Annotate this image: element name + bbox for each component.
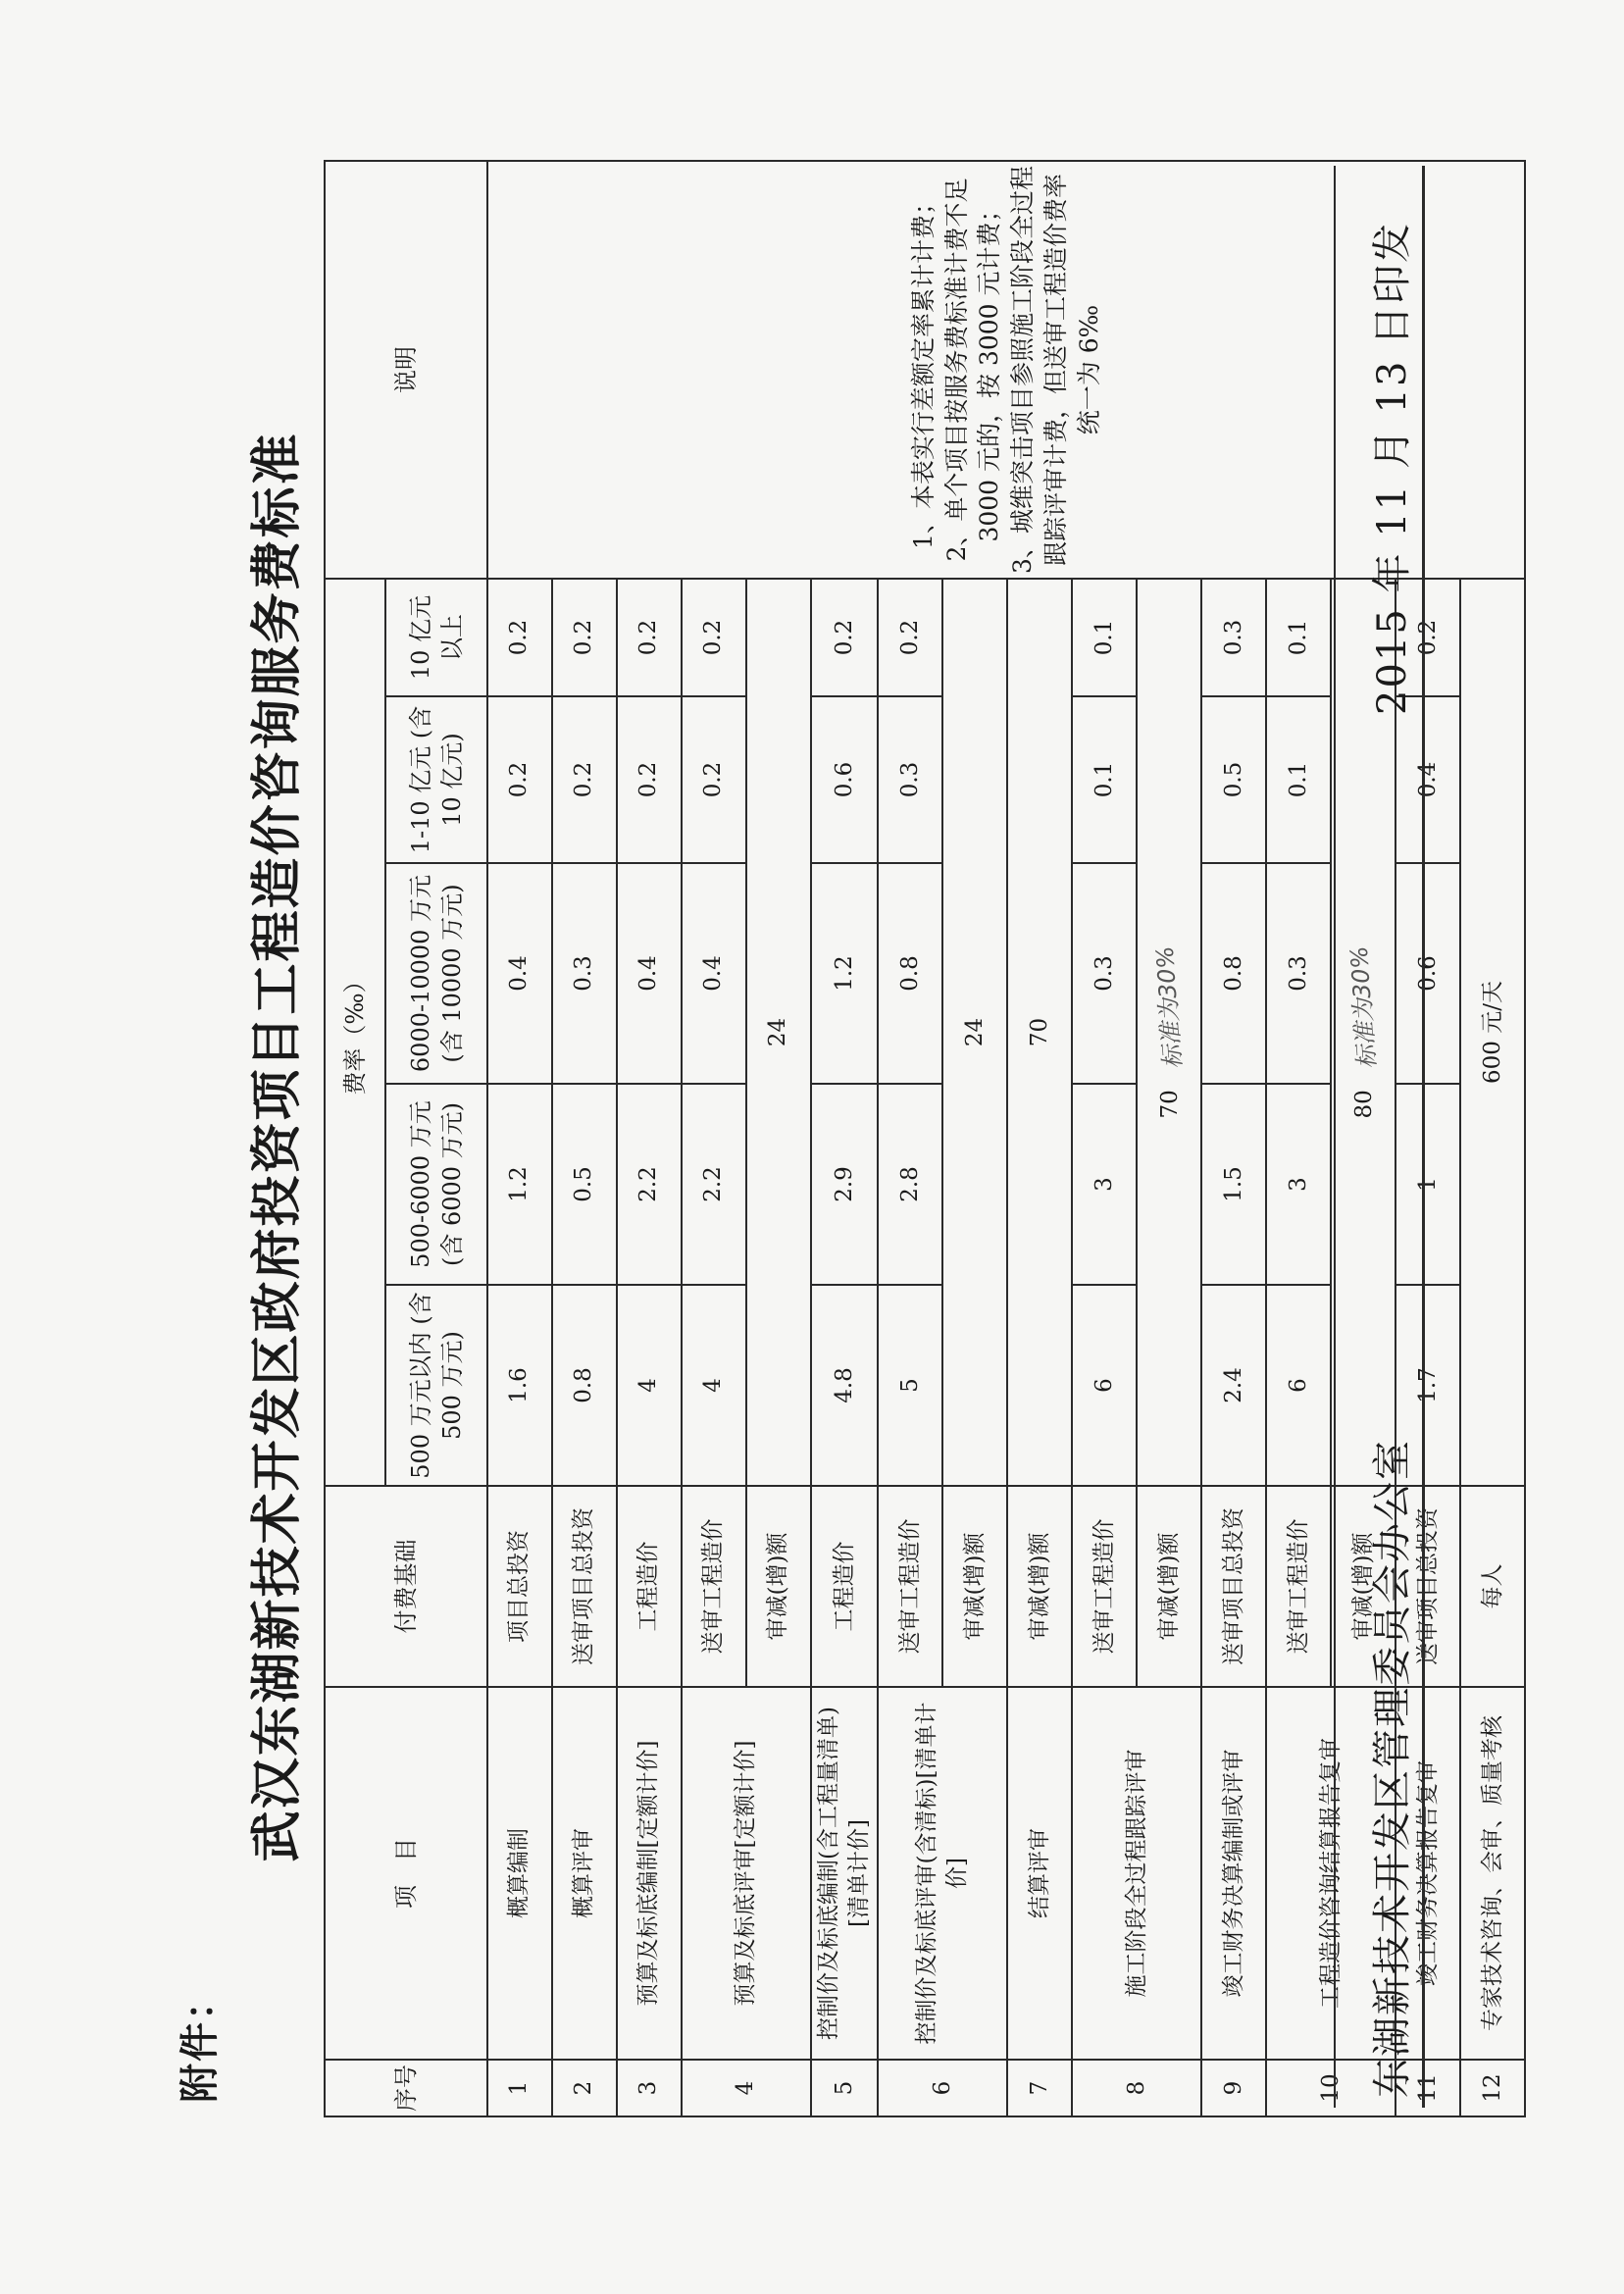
rate-cell: 4 xyxy=(617,1285,682,1486)
rate-cell: 0.3 xyxy=(878,696,942,863)
handwritten-annotation: 标准为30% xyxy=(1150,944,1187,1070)
rate-cell: 3 xyxy=(1072,1084,1137,1285)
rate-cell: 0.8 xyxy=(552,1285,617,1486)
rate-cell: 2.2 xyxy=(682,1084,746,1285)
row-basis: 审减(增)额 xyxy=(1137,1486,1201,1687)
rate-cell: 0.2 xyxy=(682,579,746,696)
row-basis: 送审工程造价 xyxy=(878,1486,942,1687)
footer-issue-date: 2015 年 11 月 13 日印发 xyxy=(1370,221,1415,715)
rate-cell: 0.2 xyxy=(878,579,942,696)
row-basis: 送审工程造价 xyxy=(1266,1486,1331,1687)
footer-bottom-rule xyxy=(1422,166,1425,2108)
note-item: 1、本表实行差额定率累计计费； xyxy=(908,190,938,549)
rate-cell: 2.9 xyxy=(811,1084,878,1285)
rate-cell: 2.2 xyxy=(617,1084,682,1285)
row-basis: 工程造价 xyxy=(811,1486,878,1687)
row-seq: 2 xyxy=(552,2060,617,2116)
row-item: 工程造价咨询结算报告复审 xyxy=(1266,1687,1396,2060)
rate-cell: 0.2 xyxy=(1396,579,1460,696)
rate-cell: 1.2 xyxy=(811,863,878,1084)
rate-cell: 0.2 xyxy=(487,696,552,863)
rate-cell: 0.1 xyxy=(1266,579,1331,696)
row-item: 控制价及标底编制(含工程量清单)[清单计价] xyxy=(811,1687,878,2060)
header-note: 说明 xyxy=(325,161,487,579)
rate-cell: 6 xyxy=(1072,1285,1137,1486)
header-tier-1: 500 万元以内 (含 500 万元) xyxy=(385,1285,487,1486)
merged-rate-value: 70 xyxy=(1156,1090,1183,1119)
row-item: 预算及标底评审[定额计价] xyxy=(682,1687,811,2060)
rate-cell: 0.5 xyxy=(1201,696,1266,863)
row-item: 预算及标底编制[定额计价] xyxy=(617,1687,682,2060)
appendix-label: 附件： xyxy=(177,1979,223,2103)
row-basis: 审减(增)额 xyxy=(1331,1486,1396,1687)
rate-cell: 0.4 xyxy=(1396,696,1460,863)
rate-cell: 0.2 xyxy=(552,696,617,863)
row-basis: 送审工程造价 xyxy=(1072,1486,1137,1687)
merged-rate-value: 80 xyxy=(1350,1090,1377,1119)
row-seq: 10 xyxy=(1266,2060,1396,2116)
note-item: 3、城维突击项目参照施工阶段全过程跟踪评审计费，但送审工程造价费率统一为 6‰ xyxy=(1008,166,1103,574)
row-item: 概算评审 xyxy=(552,1687,617,2060)
rate-cell: 0.8 xyxy=(878,863,942,1084)
rate-cell: 0.8 xyxy=(1201,863,1266,1084)
rate-cell: 0.2 xyxy=(617,696,682,863)
header-item: 项 目 xyxy=(325,1687,487,2060)
note-item: 2、单个项目按服务费标准计费不足 3000 元的，按 3000 元计费； xyxy=(941,178,1004,562)
merged-rate-cell: 24 xyxy=(746,579,811,1486)
rate-cell: 6 xyxy=(1266,1285,1331,1486)
rate-cell: 0.4 xyxy=(682,863,746,1084)
header-row xyxy=(325,161,385,2116)
rate-cell: 0.2 xyxy=(811,579,878,696)
row-seq: 5 xyxy=(811,2060,878,2116)
footer-top-rule xyxy=(1334,166,1336,2108)
header-tier-4: 1-10 亿元 (含 10 亿元) xyxy=(385,696,487,863)
rate-cell: 3 xyxy=(1266,1084,1331,1285)
row-seq: 12 xyxy=(1460,2060,1525,2116)
rate-cell: 1.5 xyxy=(1201,1084,1266,1285)
table-row xyxy=(487,161,552,2116)
rate-cell: 0.6 xyxy=(1396,863,1460,1084)
row-basis: 审减(增)额 xyxy=(942,1486,1007,1687)
rate-cell: 5 xyxy=(878,1285,942,1486)
row-item: 概算编制 xyxy=(487,1687,552,2060)
header-tier-2: 500-6000 万元 (含 6000 万元) xyxy=(385,1084,487,1285)
row-item: 竣工财务决算报告复审 xyxy=(1396,1687,1460,2060)
row-basis: 每人 xyxy=(1460,1486,1525,1687)
handwritten-annotation: 标准为30% xyxy=(1345,944,1381,1070)
rate-cell: 0.5 xyxy=(552,1084,617,1285)
row-basis: 送审工程造价 xyxy=(682,1486,746,1687)
rate-cell: 0.2 xyxy=(617,579,682,696)
merged-rate-cell: 600 元/天 xyxy=(1460,579,1525,1486)
row-seq: 7 xyxy=(1007,2060,1072,2116)
row-seq: 11 xyxy=(1396,2060,1460,2116)
rate-cell: 1.2 xyxy=(487,1084,552,1285)
header-rate-group: 费率（‰） xyxy=(325,579,385,1486)
rate-cell: 1.6 xyxy=(487,1285,552,1486)
row-seq: 3 xyxy=(617,2060,682,2116)
header-tier-3: 6000-10000 万元 (含 10000 万元) xyxy=(385,863,487,1084)
row-basis: 工程造价 xyxy=(617,1486,682,1687)
fee-table xyxy=(324,160,1526,2117)
row-basis: 审减(增)额 xyxy=(1007,1486,1072,1687)
row-seq: 6 xyxy=(878,2060,1007,2116)
merged-rate-cell xyxy=(1137,579,1201,1486)
row-basis: 送审项目总投资 xyxy=(1396,1486,1460,1687)
rate-cell: 4 xyxy=(682,1285,746,1486)
row-basis: 送审项目总投资 xyxy=(552,1486,617,1687)
rate-cell: 2.4 xyxy=(1201,1285,1266,1486)
rate-cell: 0.1 xyxy=(1266,696,1331,863)
rate-cell: 0.2 xyxy=(552,579,617,696)
rate-cell: 0.3 xyxy=(1072,863,1137,1084)
rate-cell: 0.4 xyxy=(487,863,552,1084)
row-item: 专家技术咨询、会审、质量考核 xyxy=(1460,1687,1525,2060)
rate-cell: 0.3 xyxy=(1266,863,1331,1084)
rate-cell: 0.1 xyxy=(1072,579,1137,696)
row-basis: 送审项目总投资 xyxy=(1201,1486,1266,1687)
row-basis: 项目总投资 xyxy=(487,1486,552,1687)
row-seq: 8 xyxy=(1072,2060,1201,2116)
rate-cell: 0.4 xyxy=(617,863,682,1084)
header-basis: 付费基础 xyxy=(325,1486,487,1687)
row-item: 施工阶段全过程跟踪评审 xyxy=(1072,1687,1201,2060)
header-seq: 序号 xyxy=(325,2060,487,2116)
footer-organization: 东湖新技术开发区管理委员会办公室 xyxy=(1370,1439,1415,2098)
rate-cell: 4.8 xyxy=(811,1285,878,1486)
merged-rate-cell: 24 xyxy=(942,579,1007,1486)
row-seq: 9 xyxy=(1201,2060,1266,2116)
rate-cell: 1.7 xyxy=(1396,1285,1460,1486)
rate-cell: 1 xyxy=(1396,1084,1460,1285)
rate-cell: 0.2 xyxy=(487,579,552,696)
row-item: 结算评审 xyxy=(1007,1687,1072,2060)
rate-cell: 0.1 xyxy=(1072,696,1137,863)
header-tier-5: 10 亿元 以上 xyxy=(385,579,487,696)
rate-cell: 2.8 xyxy=(878,1084,942,1285)
row-item: 控制价及标底评审(含清标)[清单计价] xyxy=(878,1687,1007,2060)
rate-cell: 0.3 xyxy=(1201,579,1266,696)
rate-cell: 0.6 xyxy=(811,696,878,863)
row-seq: 4 xyxy=(682,2060,811,2116)
row-item: 竣工财务决算编制或评审 xyxy=(1201,1687,1266,2060)
row-seq: 1 xyxy=(487,2060,552,2116)
rate-cell: 0.3 xyxy=(552,863,617,1084)
rate-cell: 0.2 xyxy=(682,696,746,863)
document-title: 武汉东湖新技术开发区政府投资项目工程造价咨询服务费标准 xyxy=(247,432,307,1862)
row-basis: 审减(增)额 xyxy=(746,1486,811,1687)
merged-rate-cell: 70 xyxy=(1007,579,1072,1486)
